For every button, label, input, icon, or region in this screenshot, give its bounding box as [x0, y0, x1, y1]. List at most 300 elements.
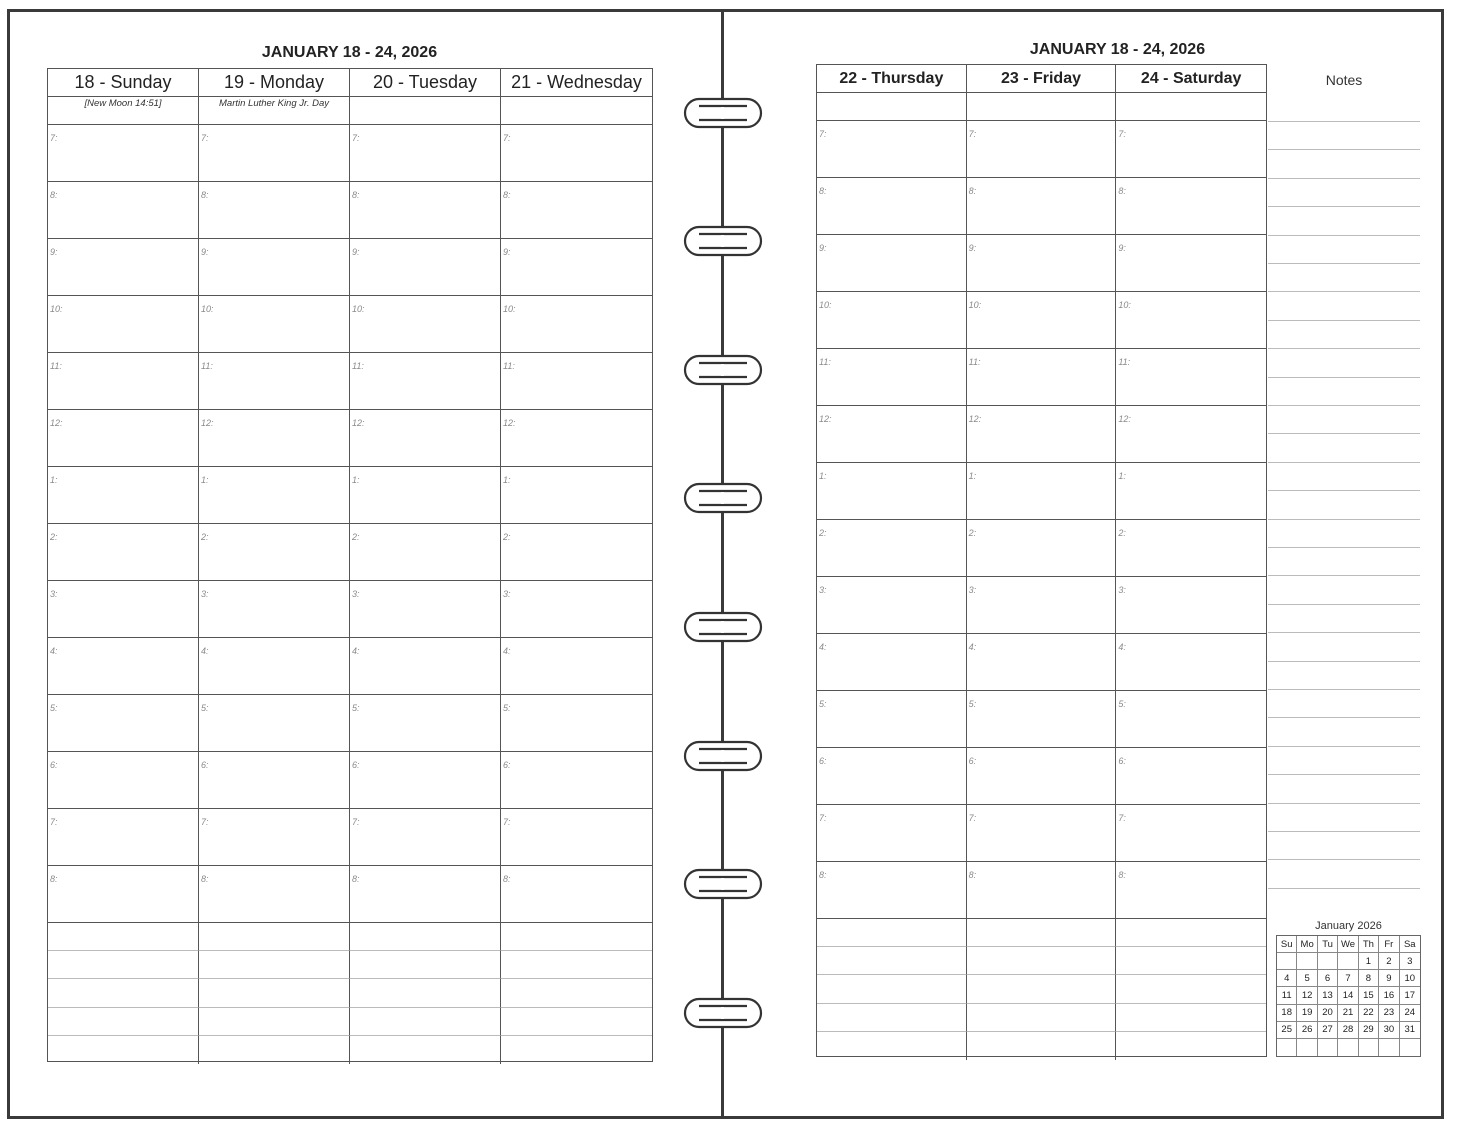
binder-ring-icon: [677, 478, 769, 518]
hour-label: 2:: [352, 532, 360, 542]
hour-slot[interactable]: [967, 349, 1117, 406]
hour-label: 8:: [968, 870, 977, 880]
hour-slot[interactable]: [967, 520, 1117, 577]
hour-slot[interactable]: [350, 182, 501, 239]
mini-day: [1277, 1039, 1297, 1056]
mini-day: [1338, 953, 1358, 970]
hour-label: 6:: [1118, 756, 1126, 766]
hour-label: 8:: [50, 190, 58, 200]
hour-slot[interactable]: [817, 577, 967, 634]
hour-slot[interactable]: [48, 467, 199, 524]
hour-slot[interactable]: [501, 353, 652, 410]
hour-label: 8:: [352, 874, 360, 884]
hour-slot[interactable]: [967, 406, 1117, 463]
hour-label: 10:: [50, 304, 63, 314]
hour-slot[interactable]: [817, 406, 967, 463]
hour-slot[interactable]: [501, 752, 652, 809]
hour-label: 7:: [352, 133, 360, 143]
hour-label: 2:: [819, 528, 827, 538]
mini-weekday: Sa: [1400, 936, 1420, 953]
hour-label: 2:: [1118, 528, 1126, 538]
extra-line[interactable]: [817, 919, 967, 947]
hour-label: 4:: [819, 642, 827, 652]
day-note: [817, 93, 967, 121]
hour-slot[interactable]: [350, 239, 501, 296]
notes-line[interactable]: [1268, 149, 1420, 150]
hour-label: 8:: [1118, 870, 1126, 880]
extra-line[interactable]: [48, 923, 199, 951]
mini-day: 1: [1359, 953, 1379, 970]
extra-line[interactable]: [199, 1008, 350, 1036]
hour-label: 7:: [1118, 813, 1126, 823]
hour-label: 10:: [503, 304, 516, 314]
hour-label: 5:: [352, 703, 360, 713]
notes-line[interactable]: [1268, 575, 1420, 576]
notes-line[interactable]: [1268, 206, 1420, 207]
hour-slot[interactable]: [501, 467, 652, 524]
hour-slot[interactable]: [501, 809, 652, 866]
binder-ring-icon: [677, 93, 769, 133]
day-header: 20 - Tuesday: [350, 69, 501, 97]
hour-slot[interactable]: [967, 577, 1117, 634]
hour-slot[interactable]: [48, 866, 199, 923]
notes-line[interactable]: [1268, 121, 1420, 122]
hour-label: 6:: [819, 756, 827, 766]
mini-day: 15: [1359, 987, 1379, 1004]
extra-line[interactable]: [817, 947, 967, 975]
hour-slot[interactable]: [199, 410, 350, 467]
notes-line[interactable]: [1268, 717, 1420, 718]
hour-label: 12:: [819, 414, 832, 424]
extra-line[interactable]: [501, 1036, 652, 1064]
hour-slot[interactable]: [817, 121, 967, 178]
extra-line[interactable]: [967, 1004, 1117, 1032]
mini-day: [1297, 1039, 1317, 1056]
extra-line[interactable]: [967, 975, 1117, 1003]
hour-slot[interactable]: [199, 524, 350, 581]
hour-slot[interactable]: [967, 805, 1117, 862]
hour-label: 7:: [819, 813, 827, 823]
hour-slot[interactable]: [1116, 748, 1266, 805]
notes-line[interactable]: [1268, 661, 1420, 662]
hour-label: 12:: [968, 414, 982, 424]
mini-day: [1318, 1039, 1338, 1056]
hour-label: 5:: [1118, 699, 1126, 709]
day-header: 23 - Friday: [967, 65, 1117, 93]
extra-line[interactable]: [1116, 1004, 1266, 1032]
hour-label: 4:: [201, 646, 209, 656]
hour-slot[interactable]: [501, 866, 652, 923]
extra-line[interactable]: [501, 1008, 652, 1036]
hour-slot[interactable]: [967, 463, 1117, 520]
extra-line[interactable]: [1116, 1032, 1266, 1060]
hour-slot[interactable]: [817, 292, 967, 349]
extra-line[interactable]: [817, 975, 967, 1003]
mini-day: [1277, 953, 1297, 970]
extra-line[interactable]: [199, 923, 350, 951]
notes-line[interactable]: [1268, 859, 1420, 860]
hour-slot[interactable]: [501, 695, 652, 752]
hour-slot[interactable]: [350, 467, 501, 524]
day-header: 18 - Sunday: [48, 69, 199, 97]
mini-calendar-title: January 2026: [1315, 920, 1382, 932]
hour-label: 9:: [968, 243, 977, 253]
mini-day: 29: [1359, 1022, 1379, 1039]
hour-slot[interactable]: [817, 463, 967, 520]
hour-label: 4:: [1118, 642, 1126, 652]
notes-line[interactable]: [1268, 490, 1420, 491]
binder-ring-icon: [677, 864, 769, 904]
mini-day: 26: [1297, 1022, 1317, 1039]
hour-slot[interactable]: [199, 296, 350, 353]
day-note: [967, 93, 1117, 121]
hour-label: 1:: [201, 475, 209, 485]
hour-label: 11:: [819, 357, 831, 367]
hour-slot[interactable]: [350, 581, 501, 638]
hour-slot[interactable]: [967, 178, 1117, 235]
hour-slot[interactable]: [199, 809, 350, 866]
hour-slot[interactable]: [967, 121, 1117, 178]
notes-line[interactable]: [1268, 462, 1420, 463]
hour-slot[interactable]: [817, 349, 967, 406]
hour-label: 12:: [50, 418, 63, 428]
mini-day: 9: [1379, 970, 1399, 987]
hour-slot[interactable]: [501, 182, 652, 239]
hour-slot[interactable]: [501, 410, 652, 467]
notes-line[interactable]: [1268, 888, 1420, 889]
mini-day: 31: [1400, 1022, 1420, 1039]
binder-ring-icon: [677, 607, 769, 647]
hour-slot[interactable]: [199, 695, 350, 752]
notes-line[interactable]: [1268, 320, 1420, 321]
hour-slot[interactable]: [48, 296, 199, 353]
mini-day: [1379, 1039, 1399, 1056]
hour-label: 7:: [1118, 129, 1126, 139]
hour-slot[interactable]: [350, 524, 501, 581]
extra-line[interactable]: [501, 923, 652, 951]
hour-label: 10:: [352, 304, 365, 314]
notes-title: Notes: [1325, 72, 1363, 88]
hour-label: 4:: [50, 646, 58, 656]
hour-label: 6:: [50, 760, 58, 770]
extra-line[interactable]: [199, 979, 350, 1007]
hour-label: 6:: [201, 760, 209, 770]
mini-day: 6: [1318, 970, 1338, 987]
notes-line[interactable]: [1268, 263, 1420, 264]
hour-slot[interactable]: [1116, 805, 1266, 862]
hour-slot[interactable]: [1116, 349, 1266, 406]
hour-slot[interactable]: [1116, 634, 1266, 691]
hour-slot[interactable]: [501, 638, 652, 695]
notes-line[interactable]: [1268, 519, 1420, 520]
mini-day: 24: [1400, 1005, 1420, 1022]
extra-line[interactable]: [48, 979, 199, 1007]
hour-slot[interactable]: [350, 866, 501, 923]
hour-slot[interactable]: [501, 296, 652, 353]
hour-slot[interactable]: [48, 410, 199, 467]
mini-weekday: Fr: [1379, 936, 1399, 953]
hour-slot[interactable]: [501, 239, 652, 296]
notes-line[interactable]: [1268, 632, 1420, 633]
mini-day: 13: [1318, 987, 1338, 1004]
hour-label: 6:: [352, 760, 360, 770]
mini-day: [1338, 1039, 1358, 1056]
hour-label: 8:: [819, 870, 827, 880]
hour-label: 3:: [503, 589, 511, 599]
mini-day: 4: [1277, 970, 1297, 987]
extra-line[interactable]: [48, 1036, 199, 1064]
hour-label: 12:: [201, 418, 214, 428]
hour-label: 8:: [352, 190, 360, 200]
hour-label: 11:: [503, 361, 515, 371]
notes-line[interactable]: [1268, 348, 1420, 349]
notes-line[interactable]: [1268, 178, 1420, 179]
hour-label: 3:: [1118, 585, 1126, 595]
extra-line[interactable]: [1116, 947, 1266, 975]
hour-slot[interactable]: [350, 809, 501, 866]
extra-line[interactable]: [967, 1032, 1117, 1060]
hour-slot[interactable]: [48, 581, 199, 638]
hour-slot[interactable]: [199, 239, 350, 296]
day-header: 21 - Wednesday: [501, 69, 652, 97]
notes-line[interactable]: [1268, 831, 1420, 832]
hour-slot[interactable]: [48, 809, 199, 866]
hour-label: 7:: [968, 129, 977, 139]
hour-slot[interactable]: [350, 410, 501, 467]
hour-label: 12:: [1118, 414, 1131, 424]
hour-slot[interactable]: [967, 634, 1117, 691]
extra-line[interactable]: [1116, 919, 1266, 947]
hour-slot[interactable]: [199, 353, 350, 410]
mini-day: 11: [1277, 987, 1297, 1004]
hour-label: 9:: [50, 247, 58, 257]
right-week-grid: [816, 64, 1267, 1057]
day-header: 19 - Monday: [199, 69, 350, 97]
hour-label: 9:: [819, 243, 827, 253]
mini-weekday: We: [1338, 936, 1358, 953]
hour-label: 8:: [968, 186, 977, 196]
hour-slot[interactable]: [1116, 577, 1266, 634]
hour-slot[interactable]: [199, 638, 350, 695]
hour-slot[interactable]: [817, 235, 967, 292]
hour-label: 2:: [201, 532, 209, 542]
hour-label: 8:: [201, 874, 209, 884]
hour-slot[interactable]: [1116, 862, 1266, 919]
hour-slot[interactable]: [48, 353, 199, 410]
hour-label: 11:: [201, 361, 213, 371]
hour-slot[interactable]: [199, 182, 350, 239]
mini-day: 22: [1359, 1005, 1379, 1022]
notes-line[interactable]: [1268, 433, 1420, 434]
hour-slot[interactable]: [967, 235, 1117, 292]
mini-day: 16: [1379, 987, 1399, 1004]
hour-label: 9:: [1118, 243, 1126, 253]
hour-label: 4:: [352, 646, 360, 656]
hour-slot[interactable]: [1116, 463, 1266, 520]
extra-line[interactable]: [817, 1032, 967, 1060]
mini-day: 27: [1318, 1022, 1338, 1039]
hour-label: 7:: [352, 817, 360, 827]
hour-label: 3:: [819, 585, 827, 595]
notes-line[interactable]: [1268, 689, 1420, 690]
hour-label: 8:: [50, 874, 58, 884]
extra-line[interactable]: [199, 951, 350, 979]
mini-day: [1318, 953, 1338, 970]
binder-ring-icon: [677, 221, 769, 261]
hour-slot[interactable]: [350, 638, 501, 695]
hour-slot[interactable]: [48, 695, 199, 752]
binder-ring-icon: [677, 350, 769, 390]
hour-slot[interactable]: [817, 691, 967, 748]
day-note: [501, 97, 652, 125]
hour-slot[interactable]: [199, 866, 350, 923]
extra-line[interactable]: [501, 979, 652, 1007]
hour-slot[interactable]: [350, 296, 501, 353]
left-week-grid: [47, 68, 653, 1062]
hour-slot[interactable]: [967, 862, 1117, 919]
hour-slot[interactable]: [48, 182, 199, 239]
extra-line[interactable]: [350, 923, 501, 951]
hour-slot[interactable]: [350, 695, 501, 752]
hour-label: 6:: [503, 760, 511, 770]
hour-slot[interactable]: [501, 524, 652, 581]
mini-weekday: Mo: [1297, 936, 1317, 953]
extra-line[interactable]: [350, 1008, 501, 1036]
hour-slot[interactable]: [1116, 520, 1266, 577]
extra-line[interactable]: [1116, 975, 1266, 1003]
hour-slot[interactable]: [1116, 292, 1266, 349]
mini-day: 17: [1400, 987, 1420, 1004]
binder-ring-icon: [677, 736, 769, 776]
notes-line[interactable]: [1268, 774, 1420, 775]
right-page-title: JANUARY 18 - 24, 2026: [1029, 41, 1206, 58]
hour-slot[interactable]: [199, 125, 350, 182]
extra-line[interactable]: [350, 951, 501, 979]
extra-line[interactable]: [501, 951, 652, 979]
extra-line[interactable]: [48, 1008, 199, 1036]
hour-label: 2:: [503, 532, 511, 542]
hour-slot[interactable]: [1116, 121, 1266, 178]
mini-day: 7: [1338, 970, 1358, 987]
notes-line[interactable]: [1268, 235, 1420, 236]
hour-label: 8:: [819, 186, 827, 196]
hour-label: 1:: [503, 475, 511, 485]
notes-line[interactable]: [1268, 746, 1420, 747]
notes-line[interactable]: [1268, 803, 1420, 804]
hour-label: 5:: [819, 699, 827, 709]
hour-slot[interactable]: [817, 862, 967, 919]
hour-slot[interactable]: [817, 520, 967, 577]
hour-slot[interactable]: [967, 748, 1117, 805]
notes-line[interactable]: [1268, 291, 1420, 292]
hour-slot[interactable]: [199, 752, 350, 809]
hour-label: 8:: [503, 190, 511, 200]
mini-day: 28: [1338, 1022, 1358, 1039]
mini-day: 3: [1400, 953, 1420, 970]
hour-label: 1:: [352, 475, 360, 485]
mini-weekday: Th: [1359, 936, 1379, 953]
day-header: 22 - Thursday: [817, 65, 967, 93]
hour-slot[interactable]: [350, 125, 501, 182]
hour-slot[interactable]: [817, 634, 967, 691]
extra-line[interactable]: [817, 1004, 967, 1032]
day-note: [350, 97, 501, 125]
mini-day: 18: [1277, 1005, 1297, 1022]
hour-slot[interactable]: [817, 178, 967, 235]
mini-weekday: Su: [1277, 936, 1297, 953]
mini-day: 10: [1400, 970, 1420, 987]
hour-label: 7:: [819, 129, 827, 139]
hour-slot[interactable]: [48, 125, 199, 182]
hour-slot[interactable]: [1116, 406, 1266, 463]
hour-label: 7:: [968, 813, 977, 823]
hour-slot[interactable]: [967, 292, 1117, 349]
extra-line[interactable]: [199, 1036, 350, 1064]
hour-label: 5:: [50, 703, 58, 713]
hour-slot[interactable]: [817, 805, 967, 862]
hour-label: 6:: [968, 756, 977, 766]
mini-day: 14: [1338, 987, 1358, 1004]
hour-slot[interactable]: [817, 748, 967, 805]
hour-slot[interactable]: [501, 125, 652, 182]
hour-slot[interactable]: [48, 752, 199, 809]
binder-spine: [721, 9, 724, 1119]
hour-label: 4:: [968, 642, 977, 652]
hour-label: 5:: [968, 699, 977, 709]
hour-label: 10:: [968, 300, 982, 310]
hour-label: 11:: [1118, 357, 1131, 367]
extra-line[interactable]: [350, 1036, 501, 1064]
hour-label: 3:: [50, 589, 58, 599]
mini-day: 30: [1379, 1022, 1399, 1039]
hour-label: 10:: [1118, 300, 1131, 310]
extra-line[interactable]: [48, 951, 199, 979]
hour-label: 12:: [352, 418, 365, 428]
hour-slot[interactable]: [501, 581, 652, 638]
extra-line[interactable]: [350, 979, 501, 1007]
hour-slot[interactable]: [967, 691, 1117, 748]
hour-slot[interactable]: [48, 524, 199, 581]
hour-slot[interactable]: [199, 581, 350, 638]
hour-slot[interactable]: [350, 752, 501, 809]
hour-slot[interactable]: [48, 638, 199, 695]
extra-line[interactable]: [967, 919, 1117, 947]
left-page-title: JANUARY 18 - 24, 2026: [261, 44, 438, 61]
hour-label: 7:: [50, 817, 58, 827]
mini-day: 19: [1297, 1005, 1317, 1022]
mini-day: 23: [1379, 1005, 1399, 1022]
hour-label: 9:: [201, 247, 209, 257]
hour-slot[interactable]: [48, 239, 199, 296]
extra-line[interactable]: [967, 947, 1117, 975]
hour-slot[interactable]: [199, 467, 350, 524]
hour-slot[interactable]: [350, 353, 501, 410]
hour-label: 3:: [201, 589, 209, 599]
day-note: [1116, 93, 1266, 121]
notes-line[interactable]: [1268, 547, 1420, 548]
hour-label: 3:: [352, 589, 360, 599]
mini-day: 12: [1297, 987, 1317, 1004]
hour-slot[interactable]: [1116, 691, 1266, 748]
hour-label: 11:: [50, 361, 62, 371]
hour-slot[interactable]: [1116, 235, 1266, 292]
hour-slot[interactable]: [1116, 178, 1266, 235]
notes-line[interactable]: [1268, 405, 1420, 406]
notes-line[interactable]: [1268, 377, 1420, 378]
binder-ring-icon: [677, 993, 769, 1033]
notes-line[interactable]: [1268, 604, 1420, 605]
hour-label: 7:: [503, 133, 511, 143]
